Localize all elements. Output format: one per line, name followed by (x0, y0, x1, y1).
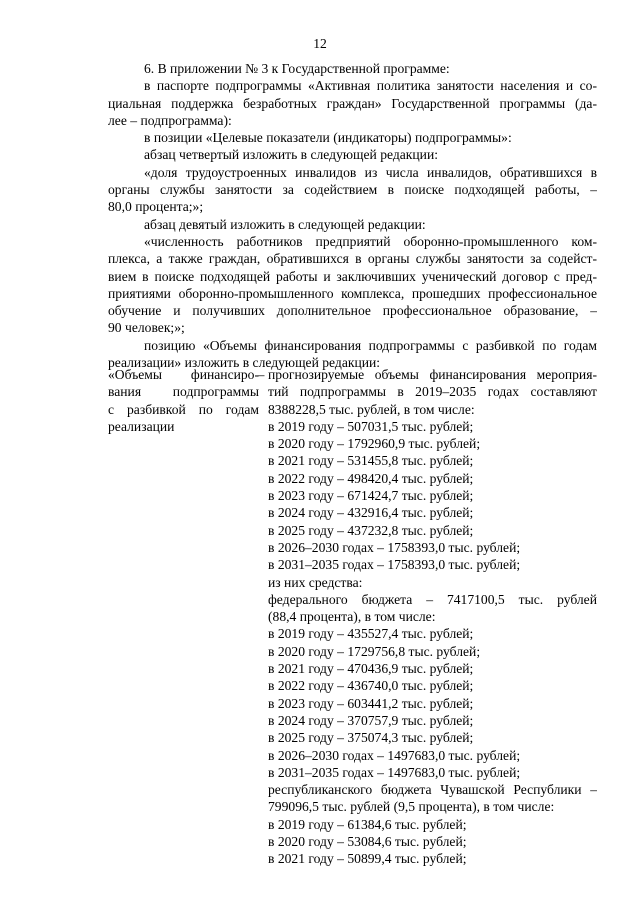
paragraph-line: циальная поддержка безработных граждан» Государственной программы (да- (108, 95, 597, 111)
position-value-line: в 2021 году – 470436,9 тыс. рублей; (268, 661, 474, 677)
paragraph-line: органы службы занятости за содействием в поиске подходящей работы, – (108, 182, 597, 198)
position-name-line: вания подпрограммы (108, 384, 259, 400)
position-value-line: прогнозируемые объемы финансирования мероприя- (268, 367, 597, 382)
position-value-line: в 2025 году – 437232,8 тыс. рублей; (268, 522, 474, 538)
position-value-line: в 2031–2035 годах – 1758393,0 тыс. рублей; (268, 557, 521, 573)
paragraph-line: 6. В приложении № 3 к Государственной программе: (144, 61, 450, 76)
page-number: 12 (313, 36, 327, 51)
position-name-line: с разбивкой по годам (108, 401, 259, 417)
paragraph-line: реализации» изложить в следующей редакции: (108, 355, 381, 371)
position-value-line: в 2019 году – 61384,6 тыс. рублей; (268, 816, 467, 832)
paragraph-line: «доля трудоустроенных инвалидов из числа инвалидов, обратившихся в (144, 164, 597, 180)
body-text (108, 60, 597, 371)
position-value-line: в 2024 году – 432916,4 тыс. рублей; (268, 505, 474, 521)
position-value-line: в 2025 году – 375074,3 тыс. рублей; (268, 730, 474, 746)
paragraph-line: обучение и получивших дополнительное профессиональное образование, – (108, 303, 597, 319)
paragraph-line: 80,0 процента;»; (108, 199, 204, 215)
column-dash: – (257, 367, 265, 382)
position-value-line: в 2022 году – 498420,4 тыс. рублей; (268, 470, 474, 486)
position-value-line: в 2022 году – 436740,0 тыс. рублей; (268, 678, 474, 694)
position-value-line: федерального бюджета – 7417100,5 тыс. рублей (268, 591, 597, 607)
position-name-column (108, 366, 259, 435)
position-value-line: в 2023 году – 603441,2 тыс. рублей; (268, 695, 474, 711)
position-value-line: в 2026–2030 годах – 1758393,0 тыс. рублей; (268, 539, 521, 555)
paragraph-line: абзац четвертый изложить в следующей редакции: (144, 147, 439, 163)
paragraph-line: в позиции «Целевые показатели (индикаторы) подпрограммы»: (144, 130, 512, 146)
position-value-line: в 2031–2035 годах – 1497683,0 тыс. рублей; (268, 764, 521, 780)
position-value-line: в 2019 году – 435527,4 тыс. рублей; (268, 626, 474, 642)
position-value-line: республиканского бюджета Чувашской Республики – (268, 782, 597, 798)
paragraph-line: позицию «Объемы финансирования подпрограммы с разбивкой по годам (144, 337, 597, 353)
position-value-line: в 2021 году – 531455,8 тыс. рублей; (268, 453, 474, 469)
position-value-line: в 2023 году – 671424,7 тыс. рублей; (268, 488, 474, 504)
paragraph-line: вием в поиске подходящей работы и заключивших ученический договор с пред- (108, 268, 597, 284)
position-name-line: реализации (108, 418, 175, 434)
position-value-line: из них средства: (268, 574, 363, 590)
position-value-line: 8388228,5 тыс. рублей, в том числе: (268, 401, 475, 417)
paragraph-line: «численность работников предприятий оборонно-промышленного ком- (144, 233, 597, 249)
position-value-line: в 2020 году – 1729756,8 тыс. рублей; (268, 643, 481, 659)
paragraph-line: плекса, а также граждан, обратившихся в органы службы занятости за содейст- (108, 251, 597, 267)
position-name-line: «Объемы финансиро- (108, 367, 259, 382)
position-value-line: в 2019 году – 507031,5 тыс. рублей; (268, 418, 474, 434)
position-value-line: (88,4 процента), в том числе: (268, 609, 436, 625)
paragraph-line: 90 человек;»; (108, 320, 185, 336)
position-value-line: в 2024 году – 370757,9 тыс. рублей; (268, 712, 474, 728)
position-value-line: в 2026–2030 годах – 1497683,0 тыс. рублей; (268, 747, 521, 763)
position-value-line: 799096,5 тыс. рублей (9,5 процента), в том числе: (268, 799, 555, 815)
position-value-line: в 2020 году – 53084,6 тыс. рублей; (268, 834, 467, 850)
paragraph-line: в паспорте подпрограммы «Активная политика занятости населения и со- (144, 78, 597, 94)
paragraph-line: абзац девятый изложить в следующей редакции: (144, 216, 426, 232)
position-value-line: тий подпрограммы в 2019–2035 годах составляют (268, 384, 597, 400)
position-value-column (268, 366, 597, 868)
paragraph-line: лее – подпрограмма): (108, 112, 232, 128)
paragraph-line: приятиями оборонно-промышленного комплекса, прошедших профессиональное (108, 285, 597, 301)
position-value-line: в 2020 году – 1792960,9 тыс. рублей; (268, 436, 481, 452)
position-value-line: в 2021 году – 50899,4 тыс. рублей; (268, 851, 467, 867)
